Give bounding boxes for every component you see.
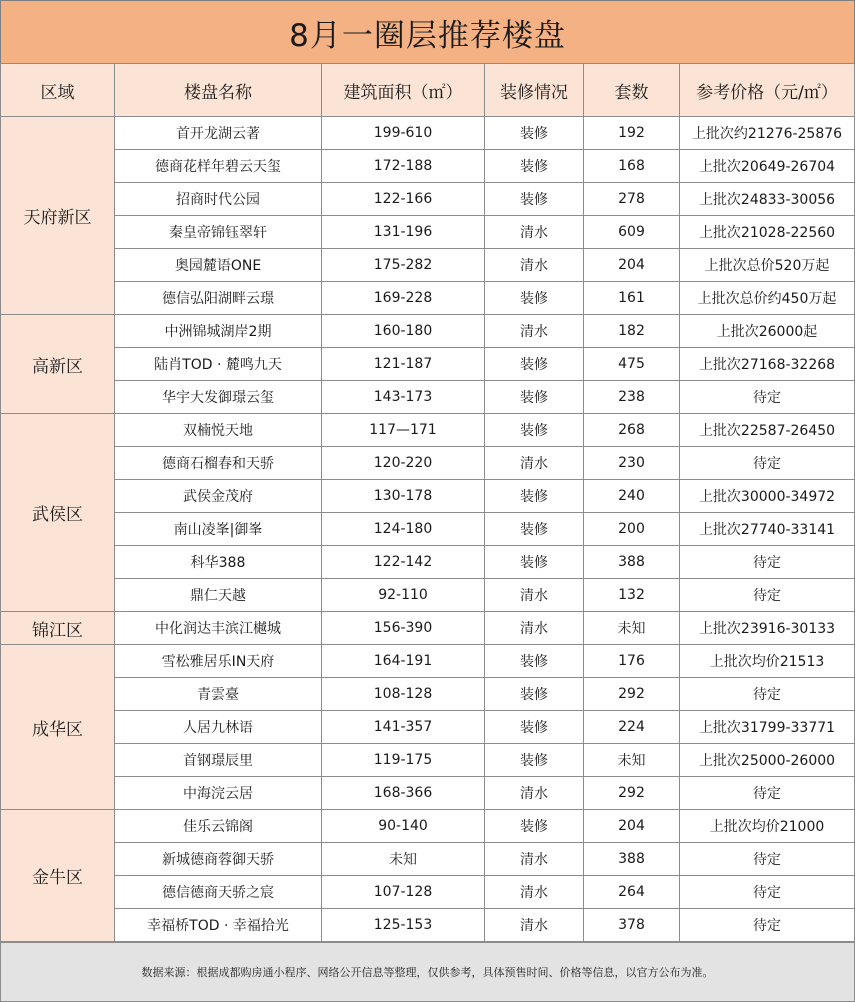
table-row bbox=[1, 150, 855, 183]
region-cell: 成华区 bbox=[1, 645, 115, 810]
reference-price: 待定 bbox=[680, 447, 855, 480]
property-name: 中化润达丰滨江樾城 bbox=[115, 612, 322, 645]
building-area: 117—171 bbox=[322, 414, 485, 447]
building-area: 未知 bbox=[322, 843, 485, 876]
table-row bbox=[1, 777, 855, 810]
decoration-status: 装修 bbox=[485, 645, 584, 678]
unit-count: 378 bbox=[584, 909, 680, 942]
building-area: 169-228 bbox=[322, 282, 485, 315]
building-area: 160-180 bbox=[322, 315, 485, 348]
reference-price: 待定 bbox=[680, 678, 855, 711]
unit-count: 204 bbox=[584, 810, 680, 843]
reference-price: 上批次23916-30133 bbox=[680, 612, 855, 645]
header-decoration: 装修情况 bbox=[485, 64, 584, 117]
table-row bbox=[1, 612, 855, 645]
table-row bbox=[1, 414, 855, 447]
data-source-note: 数据来源：根据成都购房通小程序、网络公开信息等整理，仅供参考，具体预售时间、价格等信息，以官方公布为准。 bbox=[0, 942, 855, 1002]
building-area: 172-188 bbox=[322, 150, 485, 183]
unit-count: 168 bbox=[584, 150, 680, 183]
table-row bbox=[1, 183, 855, 216]
reference-price: 待定 bbox=[680, 579, 855, 612]
property-name: 首钢璟辰里 bbox=[115, 744, 322, 777]
reference-price: 上批次31799-33771 bbox=[680, 711, 855, 744]
unit-count: 230 bbox=[584, 447, 680, 480]
table-body bbox=[1, 117, 855, 942]
property-name: 中洲锦城湖岸2期 bbox=[115, 315, 322, 348]
building-area: 121-187 bbox=[322, 348, 485, 381]
building-area: 156-390 bbox=[322, 612, 485, 645]
table-row bbox=[1, 249, 855, 282]
property-name: 德信德商天骄之宸 bbox=[115, 876, 322, 909]
table-row bbox=[1, 117, 855, 150]
property-name: 青雲臺 bbox=[115, 678, 322, 711]
property-name: 首开龙湖云著 bbox=[115, 117, 322, 150]
table-row bbox=[1, 645, 855, 678]
decoration-status: 装修 bbox=[485, 381, 584, 414]
decoration-status: 清水 bbox=[485, 447, 584, 480]
table-row bbox=[1, 315, 855, 348]
property-name: 秦皇帝锦钰翠轩 bbox=[115, 216, 322, 249]
unit-count: 132 bbox=[584, 579, 680, 612]
property-name: 中海浣云居 bbox=[115, 777, 322, 810]
building-area: 168-366 bbox=[322, 777, 485, 810]
decoration-status: 装修 bbox=[485, 678, 584, 711]
decoration-status: 装修 bbox=[485, 810, 584, 843]
region-cell: 天府新区 bbox=[1, 117, 115, 315]
decoration-status: 装修 bbox=[485, 546, 584, 579]
unit-count: 192 bbox=[584, 117, 680, 150]
building-area: 92-110 bbox=[322, 579, 485, 612]
header-name: 楼盘名称 bbox=[115, 64, 322, 117]
reference-price: 上批次约21276-25876 bbox=[680, 117, 855, 150]
reference-price: 待定 bbox=[680, 876, 855, 909]
table-row bbox=[1, 381, 855, 414]
unit-count: 388 bbox=[584, 546, 680, 579]
unit-count: 182 bbox=[584, 315, 680, 348]
decoration-status: 装修 bbox=[485, 150, 584, 183]
header-area: 建筑面积（㎡） bbox=[322, 64, 485, 117]
region-cell: 武侯区 bbox=[1, 414, 115, 612]
header-units: 套数 bbox=[584, 64, 680, 117]
building-area: 141-357 bbox=[322, 711, 485, 744]
reference-price: 上批次27740-33141 bbox=[680, 513, 855, 546]
reference-price: 待定 bbox=[680, 777, 855, 810]
unit-count: 161 bbox=[584, 282, 680, 315]
property-name: 陆肖TOD · 麓鸣九天 bbox=[115, 348, 322, 381]
table-row bbox=[1, 744, 855, 777]
building-area: 164-191 bbox=[322, 645, 485, 678]
building-area: 107-128 bbox=[322, 876, 485, 909]
building-area: 130-178 bbox=[322, 480, 485, 513]
header-price: 参考价格（元/㎡） bbox=[680, 64, 855, 117]
property-name: 幸福桥TOD · 幸福拾光 bbox=[115, 909, 322, 942]
decoration-status: 清水 bbox=[485, 612, 584, 645]
reference-price: 上批次22587-26450 bbox=[680, 414, 855, 447]
property-name: 新城德商蓉御天骄 bbox=[115, 843, 322, 876]
table-row bbox=[1, 579, 855, 612]
table-row bbox=[1, 216, 855, 249]
reference-price: 上批次24833-30056 bbox=[680, 183, 855, 216]
reference-price: 上批次20649-26704 bbox=[680, 150, 855, 183]
building-area: 124-180 bbox=[322, 513, 485, 546]
decoration-status: 装修 bbox=[485, 183, 584, 216]
property-name: 华宇大发御璟云玺 bbox=[115, 381, 322, 414]
decoration-status: 装修 bbox=[485, 282, 584, 315]
property-name: 奥园麓语ONE bbox=[115, 249, 322, 282]
decoration-status: 装修 bbox=[485, 414, 584, 447]
unit-count: 388 bbox=[584, 843, 680, 876]
reference-price: 上批次27168-32268 bbox=[680, 348, 855, 381]
unit-count: 264 bbox=[584, 876, 680, 909]
building-area: 108-128 bbox=[322, 678, 485, 711]
reference-price: 上批次21028-22560 bbox=[680, 216, 855, 249]
building-area: 143-173 bbox=[322, 381, 485, 414]
building-area: 90-140 bbox=[322, 810, 485, 843]
unit-count: 278 bbox=[584, 183, 680, 216]
decoration-status: 装修 bbox=[485, 513, 584, 546]
unit-count: 200 bbox=[584, 513, 680, 546]
page-title: 8月一圈层推荐楼盘 bbox=[0, 0, 855, 64]
unit-count: 238 bbox=[584, 381, 680, 414]
table-row bbox=[1, 678, 855, 711]
unit-count: 224 bbox=[584, 711, 680, 744]
decoration-status: 装修 bbox=[485, 744, 584, 777]
table-row bbox=[1, 447, 855, 480]
property-name: 雪松雅居乐IN天府 bbox=[115, 645, 322, 678]
unit-count: 176 bbox=[584, 645, 680, 678]
reference-price: 上批次均价21000 bbox=[680, 810, 855, 843]
reference-price: 待定 bbox=[680, 843, 855, 876]
region-cell: 高新区 bbox=[1, 315, 115, 414]
unit-count: 292 bbox=[584, 678, 680, 711]
reference-price: 上批次均价21513 bbox=[680, 645, 855, 678]
property-name: 招商时代公园 bbox=[115, 183, 322, 216]
decoration-status: 清水 bbox=[485, 216, 584, 249]
unit-count: 未知 bbox=[584, 744, 680, 777]
decoration-status: 清水 bbox=[485, 249, 584, 282]
building-area: 120-220 bbox=[322, 447, 485, 480]
building-area: 119-175 bbox=[322, 744, 485, 777]
table-row bbox=[1, 546, 855, 579]
property-name: 武侯金茂府 bbox=[115, 480, 322, 513]
reference-price: 待定 bbox=[680, 381, 855, 414]
table-row bbox=[1, 282, 855, 315]
decoration-status: 装修 bbox=[485, 711, 584, 744]
reference-price: 上批次30000-34972 bbox=[680, 480, 855, 513]
reference-price: 上批次总价520万起 bbox=[680, 249, 855, 282]
decoration-status: 清水 bbox=[485, 843, 584, 876]
property-table bbox=[0, 63, 855, 942]
header-region: 区域 bbox=[1, 64, 115, 117]
property-name: 科华388 bbox=[115, 546, 322, 579]
table-row bbox=[1, 711, 855, 744]
property-name: 德信弘阳湖畔云璟 bbox=[115, 282, 322, 315]
property-name: 德商石榴春和天骄 bbox=[115, 447, 322, 480]
table-row bbox=[1, 876, 855, 909]
decoration-status: 清水 bbox=[485, 909, 584, 942]
reference-price: 待定 bbox=[680, 909, 855, 942]
unit-count: 609 bbox=[584, 216, 680, 249]
region-cell: 锦江区 bbox=[1, 612, 115, 645]
table-row bbox=[1, 909, 855, 942]
decoration-status: 清水 bbox=[485, 777, 584, 810]
building-area: 131-196 bbox=[322, 216, 485, 249]
unit-count: 475 bbox=[584, 348, 680, 381]
unit-count: 268 bbox=[584, 414, 680, 447]
decoration-status: 清水 bbox=[485, 876, 584, 909]
decoration-status: 清水 bbox=[485, 315, 584, 348]
decoration-status: 清水 bbox=[485, 579, 584, 612]
reference-price: 待定 bbox=[680, 546, 855, 579]
building-area: 175-282 bbox=[322, 249, 485, 282]
decoration-status: 装修 bbox=[485, 117, 584, 150]
reference-price: 上批次26000起 bbox=[680, 315, 855, 348]
property-name: 南山凌峯|御峯 bbox=[115, 513, 322, 546]
property-name: 鼎仁天越 bbox=[115, 579, 322, 612]
table-row bbox=[1, 810, 855, 843]
table-row bbox=[1, 480, 855, 513]
table-row bbox=[1, 513, 855, 546]
building-area: 125-153 bbox=[322, 909, 485, 942]
property-name: 人居九林语 bbox=[115, 711, 322, 744]
decoration-status: 装修 bbox=[485, 348, 584, 381]
table-row bbox=[1, 843, 855, 876]
reference-price: 上批次总价约450万起 bbox=[680, 282, 855, 315]
region-cell: 金牛区 bbox=[1, 810, 115, 942]
unit-count: 未知 bbox=[584, 612, 680, 645]
unit-count: 204 bbox=[584, 249, 680, 282]
building-area: 122-142 bbox=[322, 546, 485, 579]
unit-count: 292 bbox=[584, 777, 680, 810]
table-row bbox=[1, 348, 855, 381]
property-name: 德商花样年碧云天玺 bbox=[115, 150, 322, 183]
property-name: 佳乐云锦阁 bbox=[115, 810, 322, 843]
decoration-status: 装修 bbox=[485, 480, 584, 513]
property-name: 双楠悦天地 bbox=[115, 414, 322, 447]
reference-price: 上批次25000-26000 bbox=[680, 744, 855, 777]
header-row bbox=[1, 64, 855, 117]
unit-count: 240 bbox=[584, 480, 680, 513]
building-area: 199-610 bbox=[322, 117, 485, 150]
building-area: 122-166 bbox=[322, 183, 485, 216]
